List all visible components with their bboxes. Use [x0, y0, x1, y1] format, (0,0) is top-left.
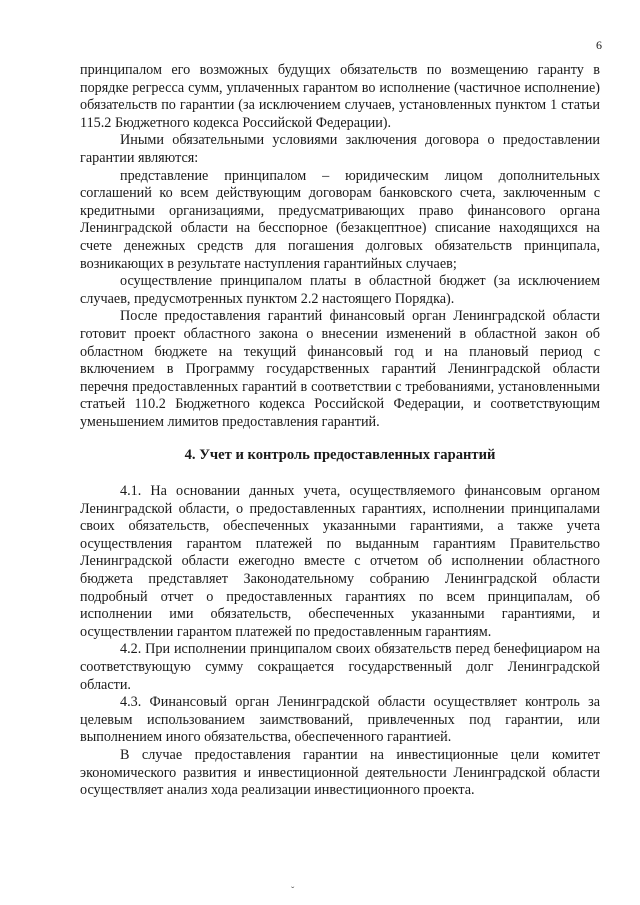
paragraph: После предоставления гарантий финансовый орган Ленинградской области готовит проект областного закона о внесении изменений в областной закон об областном бюджете на текущий финансовый год и на плановый период с включением в Программу государственных гарантий Ленинградской области перечня предоставленных гарантий в соответствии с требованиями, установленными статьей 110.2 Бюджетного кодекса Российской Федерации, и соответствующим уменьшением лимитов предоставления гарантий. [80, 308, 600, 430]
document-body [80, 62, 600, 800]
page-number: 6 [596, 38, 602, 52]
paragraph: Иными обязательными условиями заключения договора о предоставлении гарантии являются: [80, 132, 600, 166]
paragraph: 4.1. На основании данных учета, осуществляемого финансовым органом Ленинградской области, о предоставленных гарантиях, исполнении принципалами своих обязательств, обеспеченных указанными гарантиями, а также учета осуществления гарантом платежей по выданным гарантиям Правительство Ленинградской области ежегодно вместе с отчетом об исполнении областного бюджета представляет Законодательному собранию Ленинградской области подробный отчет о предоставленных гарантиях по всем принципалам, об исполнении ими обязательств, обеспеченных указанными гарантиями, и осуществлении гарантом платежей по предоставленным гарантиям. [80, 483, 600, 640]
paragraph: принципалом его возможных будущих обязательств по возмещению гаранту в порядке регресса сумм, уплаченных гарантом во исполнение (частичное исполнение) обязательств по гарантии (за исключением случаев, установленных пунктом 1 статьи 115.2 Бюджетного кодекса Российской Федерации). [80, 62, 600, 131]
paragraph: осуществление принципалом платы в областной бюджет (за исключением случаев, предусмотренных пунктом 2.2 настоящего Порядка). [80, 273, 600, 307]
paragraph: В случае предоставления гарантии на инвестиционные цели комитет экономического развития и инвестиционной деятельности Ленинградской области осуществляет анализ хода реализации инвестиционного проекта. [80, 746, 600, 799]
paragraph: представление принципалом – юридическим лицом дополнительных соглашений ко всем действующим договорам банковского счета, заключенным с кредитными организациями, предусматривающих право финансового органа Ленинградской области на бесспорное (безакцептное) списание находящихся на счете денежных средств для погашения долговых обязательств принципала, возникающих в результате наступления гарантийных случаев; [80, 167, 600, 272]
paragraph: 4.3. Финансовый орган Ленинградской области осуществляет контроль за целевым использованием заимствований, привлеченных под гарантии, или выполнением иного обязательства, обеспеченного гарантией. [80, 694, 600, 746]
scan-artifact: ˇ [291, 886, 295, 897]
section-heading: 4. Учет и контроль предоставленных гарантий [184, 447, 496, 464]
paragraph: 4.2. При исполнении принципалом своих обязательств перед бенефициаром на соответствующую сумму сокращается государственный долг Ленинградской области. [80, 641, 600, 693]
